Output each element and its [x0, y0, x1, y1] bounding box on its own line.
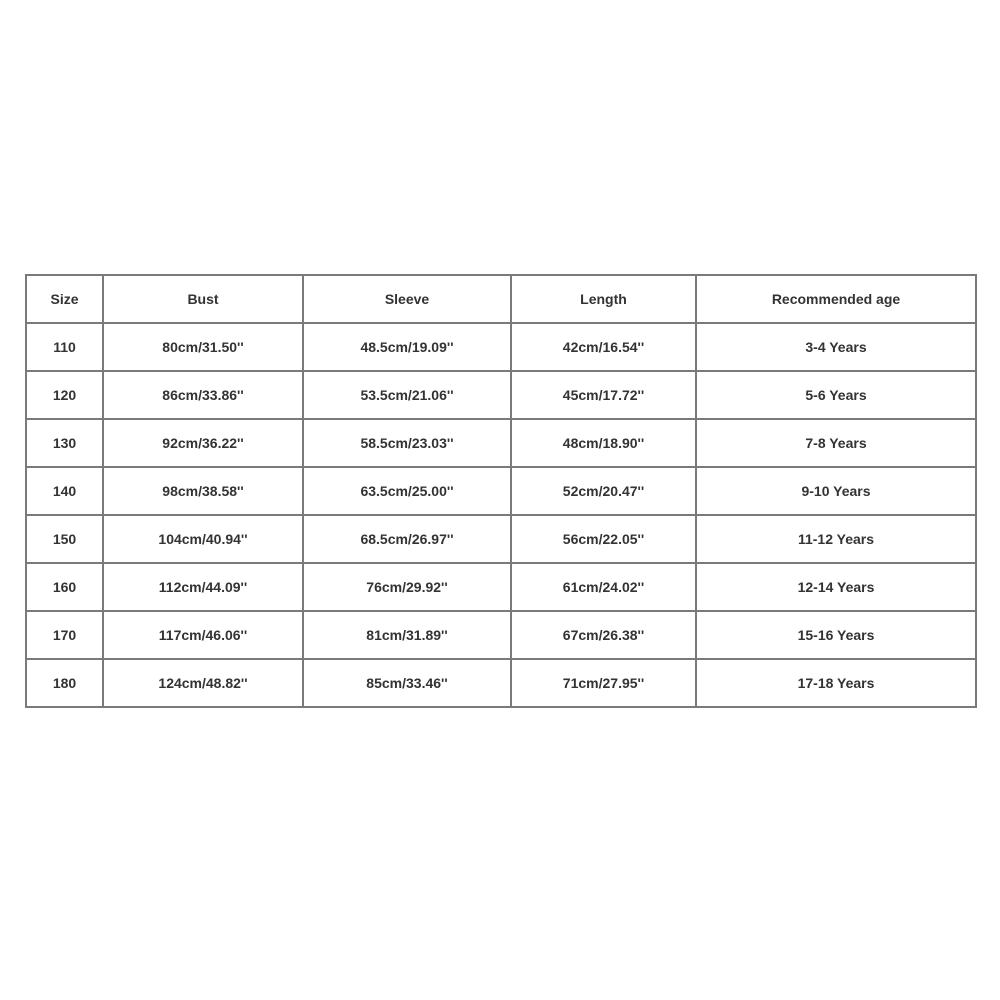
cell-sleeve: 81cm/31.89'' [303, 611, 511, 659]
cell-size: 160 [26, 563, 103, 611]
cell-length: 67cm/26.38'' [511, 611, 696, 659]
table-row [26, 323, 976, 371]
cell-recommended-age: 15-16 Years [696, 611, 976, 659]
cell-bust: 117cm/46.06'' [103, 611, 303, 659]
cell-sleeve: 68.5cm/26.97'' [303, 515, 511, 563]
table-row [26, 611, 976, 659]
cell-recommended-age: 3-4 Years [696, 323, 976, 371]
cell-bust: 124cm/48.82'' [103, 659, 303, 707]
cell-length: 61cm/24.02'' [511, 563, 696, 611]
table-row [26, 563, 976, 611]
cell-size: 110 [26, 323, 103, 371]
cell-sleeve: 76cm/29.92'' [303, 563, 511, 611]
cell-sleeve: 48.5cm/19.09'' [303, 323, 511, 371]
table-row [26, 419, 976, 467]
cell-sleeve: 53.5cm/21.06'' [303, 371, 511, 419]
header-size: Size [26, 275, 103, 323]
header-row [26, 275, 976, 323]
cell-bust: 104cm/40.94'' [103, 515, 303, 563]
cell-recommended-age: 9-10 Years [696, 467, 976, 515]
cell-length: 48cm/18.90'' [511, 419, 696, 467]
cell-recommended-age: 11-12 Years [696, 515, 976, 563]
cell-recommended-age: 17-18 Years [696, 659, 976, 707]
table-row [26, 515, 976, 563]
cell-bust: 92cm/36.22'' [103, 419, 303, 467]
header-length: Length [511, 275, 696, 323]
cell-size: 150 [26, 515, 103, 563]
cell-recommended-age: 7-8 Years [696, 419, 976, 467]
cell-size: 170 [26, 611, 103, 659]
size-chart-table [25, 274, 977, 708]
header-bust: Bust [103, 275, 303, 323]
table-row [26, 467, 976, 515]
cell-sleeve: 58.5cm/23.03'' [303, 419, 511, 467]
cell-size: 180 [26, 659, 103, 707]
cell-length: 52cm/20.47'' [511, 467, 696, 515]
cell-bust: 80cm/31.50'' [103, 323, 303, 371]
cell-length: 42cm/16.54'' [511, 323, 696, 371]
cell-sleeve: 85cm/33.46'' [303, 659, 511, 707]
cell-bust: 112cm/44.09'' [103, 563, 303, 611]
header-recommended-age: Recommended age [696, 275, 976, 323]
cell-length: 45cm/17.72'' [511, 371, 696, 419]
cell-size: 130 [26, 419, 103, 467]
table-row [26, 371, 976, 419]
header-sleeve: Sleeve [303, 275, 511, 323]
cell-length: 71cm/27.95'' [511, 659, 696, 707]
table-row [26, 659, 976, 707]
cell-size: 120 [26, 371, 103, 419]
cell-recommended-age: 12-14 Years [696, 563, 976, 611]
cell-bust: 98cm/38.58'' [103, 467, 303, 515]
cell-recommended-age: 5-6 Years [696, 371, 976, 419]
cell-size: 140 [26, 467, 103, 515]
cell-length: 56cm/22.05'' [511, 515, 696, 563]
cell-sleeve: 63.5cm/25.00'' [303, 467, 511, 515]
cell-bust: 86cm/33.86'' [103, 371, 303, 419]
